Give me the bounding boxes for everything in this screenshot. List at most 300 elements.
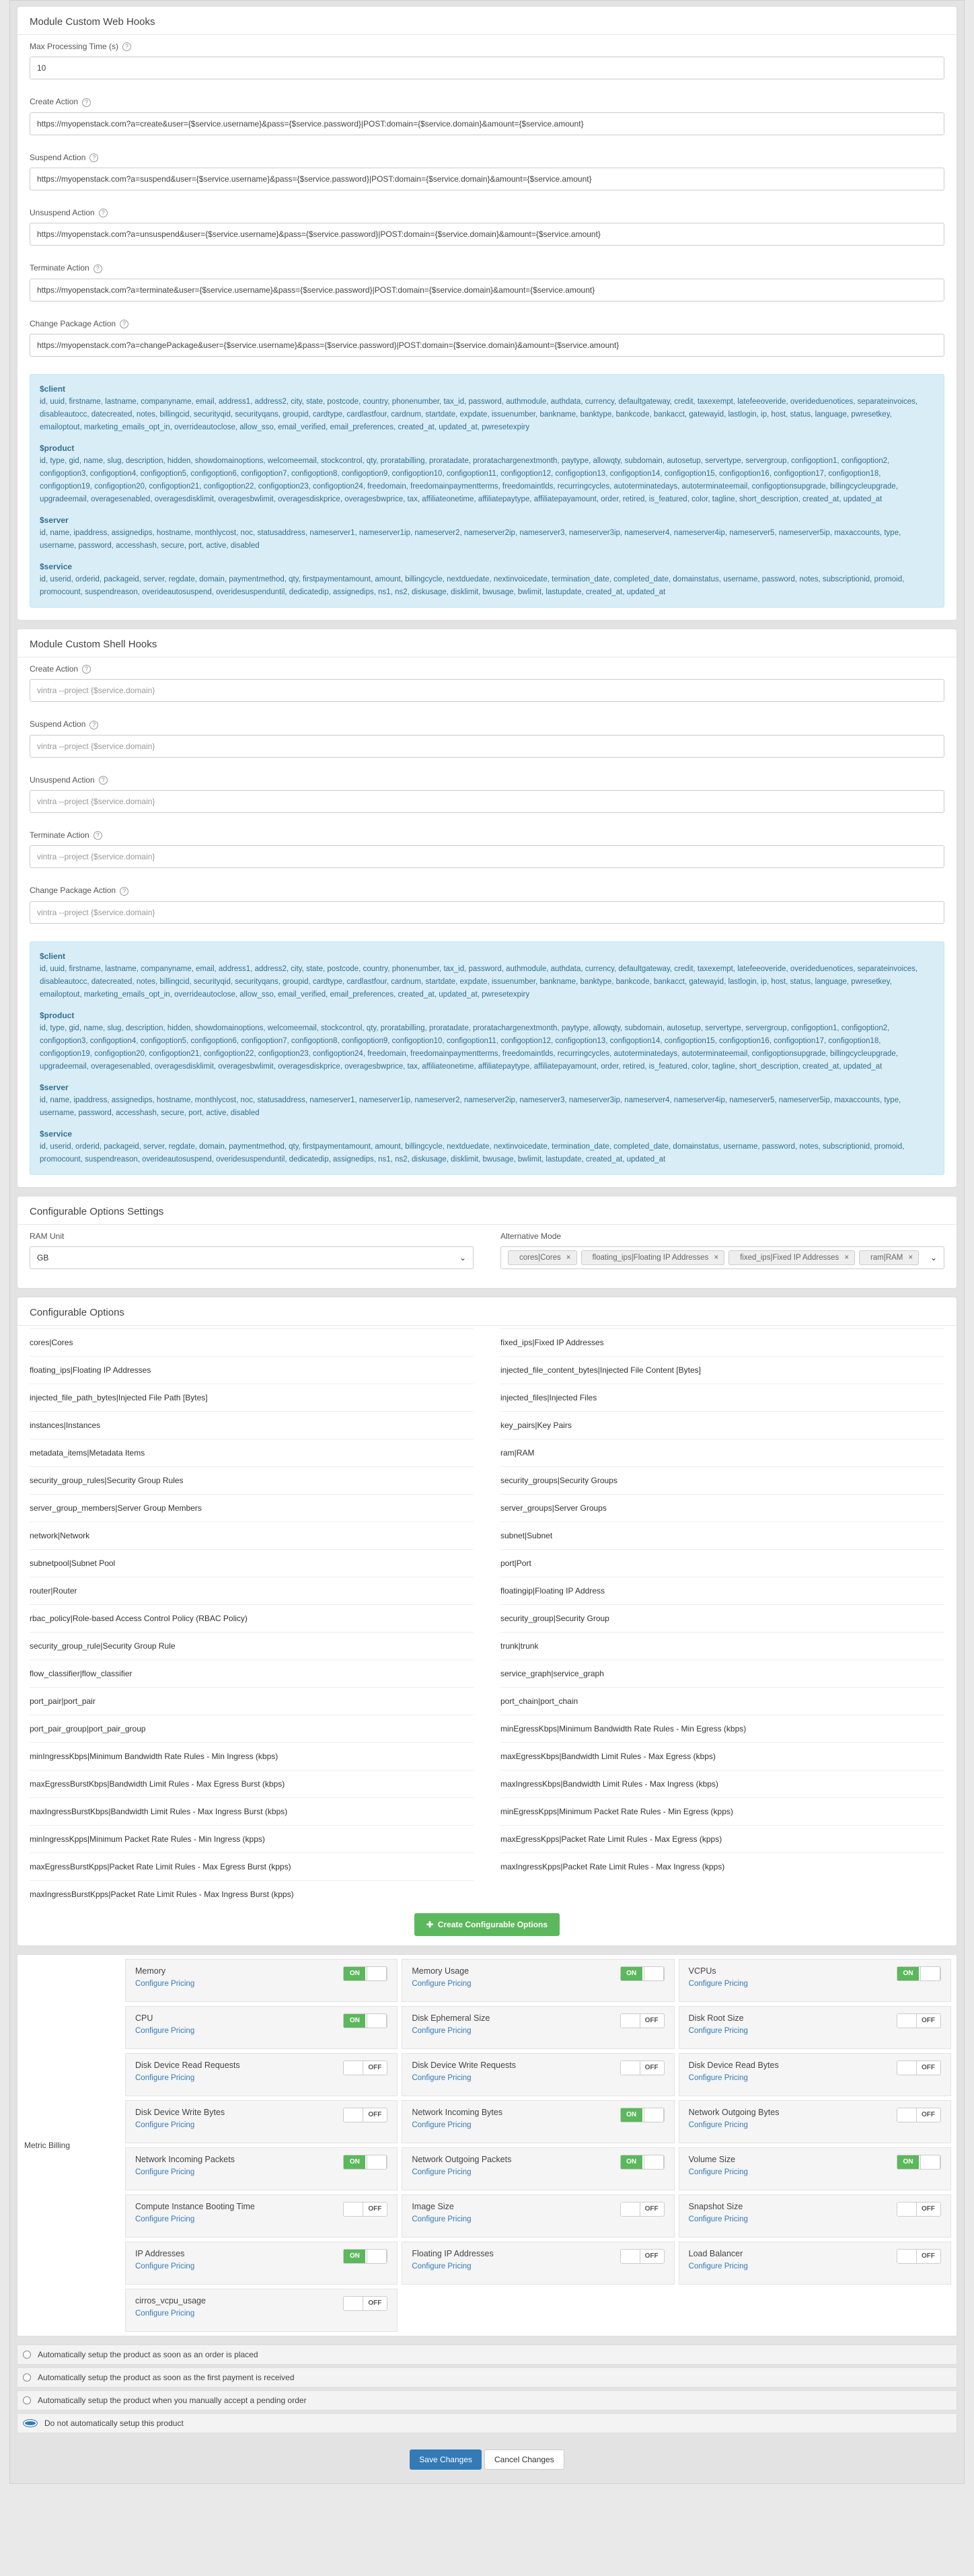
text-input[interactable]: https://myopenstack.com?a=unsuspend&user={$service.username}&pass={$service.password}|POST:domain={$service.domain}&amount={$service.amount} xyxy=(30,223,944,246)
configurable-option-item: port_pair_group|port_pair_group xyxy=(30,1715,474,1742)
toggle-off-label: OFF xyxy=(644,2252,659,2260)
form-group xyxy=(30,263,944,301)
field-label xyxy=(30,42,944,51)
metric-toggle[interactable] xyxy=(897,2013,941,2028)
help-icon: ? xyxy=(89,153,98,162)
chip-label: ram|RAM xyxy=(870,1253,903,1262)
variable-block xyxy=(40,1009,934,1073)
help-icon: ? xyxy=(122,42,131,51)
field-label-text: Create Action xyxy=(30,664,79,674)
configurable-option-item: fixed_ips|Fixed IP Addresses xyxy=(500,1328,944,1356)
toggle-knob xyxy=(897,2203,917,2216)
configure-pricing-link[interactable]: Configure Pricing xyxy=(688,2168,748,2176)
metric-card xyxy=(679,1959,951,2002)
field-label-text: Suspend Action xyxy=(30,719,86,729)
metric-toggle[interactable] xyxy=(343,2249,387,2264)
variable-block-text: id, uuid, firstname, lastname, companyname, email, address1, address2, city, state, postcode, country, phonenumber, tax_id, password, authmodule, authdata, currency, defaultgateway, credit, taxexempt, latefeeoveride, overideduenotices, separateinvoices, disableautocc, datecreated, notes, billingcid, securityqid, securityqans, groupid, cardtype, cardlastfour, cardnum, startdate, expdate, issuenumber, bankname, banktype, bankcode, bankacct, gatewayid, lastlogin, ip, host, status, language, pwresetkey, emailoptout, marketing_emails_opt_in, overrideautoclose, allow_sso, email_verified, email_preferences, created_at, updated_at, pwresetexpiry xyxy=(40,397,918,431)
metric-toggle[interactable] xyxy=(897,2202,941,2217)
configurable-option-item: port|Port xyxy=(500,1549,944,1577)
metric-card xyxy=(125,2242,398,2285)
metric-name: Network Incoming Bytes xyxy=(412,2107,503,2117)
variable-block-title: $server xyxy=(40,1082,69,1092)
variable-block-text: id, userid, orderid, packageid, server, regdate, domain, paymentmethod, qty, firstpaymentamount, amount, billingcycle, nextduedate, nextinvoicedate, termination_date, completed_date, domainstatus, username, password, notes, subscriptionid, promoid, promocount, suspendreason, overideautosuspend, overidesuspenduntil, dedicatedip, assignedips, ns1, ns2, diskusage, disklimit, bwusage, bwlimit, lastupdate, created_at, updated_at xyxy=(40,575,905,596)
metric-name: Network Outgoing Packets xyxy=(412,2154,512,2164)
configurable-option-item: minEgressKbps|Minimum Bandwidth Rate Rules - Min Egress (kbps) xyxy=(500,1715,944,1742)
configurable-options-settings-title: Configurable Options Settings xyxy=(17,1196,957,1225)
text-input[interactable]: vintra --project {$service.domain} xyxy=(30,845,944,868)
metric-toggle[interactable] xyxy=(343,1966,387,1981)
configure-pricing-link[interactable]: Configure Pricing xyxy=(412,2073,472,2082)
remove-chip-icon[interactable]: × xyxy=(566,1253,571,1262)
shell-hooks-title: Module Custom Shell Hooks xyxy=(17,629,957,657)
field-label xyxy=(30,263,944,273)
configurable-option-item: service_graph|service_graph xyxy=(500,1659,944,1687)
metric-toggle[interactable] xyxy=(620,2155,665,2170)
form-group xyxy=(30,775,944,813)
setup-option[interactable] xyxy=(17,2345,957,2365)
toggle-knob xyxy=(644,2108,664,2122)
remove-chip-icon[interactable]: × xyxy=(844,1253,850,1262)
remove-chip-icon[interactable]: × xyxy=(908,1253,913,1262)
text-input[interactable]: https://myopenstack.com?a=terminate&user={$service.username}&pass={$service.password}|POST:domain={$service.domain}&amount={$service.amount} xyxy=(30,279,944,301)
metric-toggle[interactable] xyxy=(620,2202,665,2217)
field-label-text: Suspend Action xyxy=(30,152,86,162)
metric-name: Load Balancer xyxy=(688,2248,743,2258)
configurable-option-item: security_group_rule|Security Group Rule xyxy=(30,1632,474,1659)
help-icon: ? xyxy=(120,887,128,896)
shell-hooks-panel xyxy=(17,629,957,1188)
configurable-option-item: injected_files|Injected Files xyxy=(500,1384,944,1411)
toggle-on-label: ON xyxy=(897,1967,919,1980)
metric-toggle[interactable] xyxy=(343,2108,387,2122)
configure-pricing-link[interactable]: Configure Pricing xyxy=(688,2073,748,2082)
configure-pricing-link[interactable]: Configure Pricing xyxy=(135,2073,195,2082)
toggle-knob xyxy=(343,2108,363,2122)
variable-block-text: id, type, gid, name, slug, description, hidden, showdomainoptions, welcomeemail, stockcontrol, qty, proratabilling, proratadate, proratachargenextmonth, paytype, allowqty, subdomain, autosetup, servertype, servergroup, configoption1, configoption2, configoption3, configoption4, configoption5, configoption6, configoption7, configoption8, configoption9, configoption10, configoption11, configoption12, configoption13, configoption14, configoption15, configoption16, configoption17, configoption18, configoption19, configoption20, configoption21, configoption22, configoption23, configoption24, freedomain, freedomainpaymentterms, freedomaintlds, recurringcycles, autoterminatedays, autoterminateemail, configoptionsupgrade, billingcycleupgrade, upgradeemail, overagesenabled, overagesdisklimit, overagesbwlimit, overagesdiskprice, overagesbwprice, tax, affiliateonetime, affiliatepaytype, affiliatepayamount, order, retired, is_featured, color, tagline, short_description, created_at, updated_at xyxy=(40,456,899,503)
toggle-knob xyxy=(897,2061,917,2075)
metric-name: Memory xyxy=(135,1966,166,1976)
metric-toggle[interactable] xyxy=(620,2108,665,2122)
configurable-option-item: maxEgressBurstKbps|Bandwidth Limit Rules - Max Egress Burst (kbps) xyxy=(30,1770,474,1797)
variable-block-title: $product xyxy=(40,1010,75,1020)
toggle-on-label: ON xyxy=(897,2155,919,2169)
metric-toggle[interactable] xyxy=(343,2013,387,2028)
metric-toggle[interactable] xyxy=(620,1966,665,1981)
help-icon: ? xyxy=(120,320,128,328)
metric-name: Disk Device Write Requests xyxy=(412,2060,517,2070)
help-icon: ? xyxy=(99,776,108,785)
metric-card xyxy=(125,1959,398,2002)
toggle-on-label: ON xyxy=(344,1967,365,1980)
configurable-option-item: minEgressKpps|Minimum Packet Rate Rules - Min Egress (kpps) xyxy=(500,1797,944,1825)
alternative-mode-select[interactable] xyxy=(500,1246,944,1269)
form-group xyxy=(30,830,944,868)
save-changes-button[interactable]: Save Changes xyxy=(410,2449,482,2470)
metric-toggle[interactable] xyxy=(343,2155,387,2170)
metric-name: CPU xyxy=(135,2013,153,2023)
variable-block-title: $client xyxy=(40,951,66,961)
toggle-knob xyxy=(343,2297,363,2310)
configurable-option-item: maxIngressKpps|Packet Rate Limit Rules - Max Ingress (kpps) xyxy=(500,1853,944,1880)
metric-name: IP Addresses xyxy=(135,2248,185,2258)
field-label-text: Terminate Action xyxy=(30,830,89,840)
variable-block-title: $service xyxy=(40,1129,73,1139)
configurable-option-item: rbac_policy|Role-based Access Control Policy (RBAC Policy) xyxy=(30,1604,474,1632)
form-actions xyxy=(17,2449,957,2470)
field-label xyxy=(30,664,944,674)
metric-card xyxy=(125,2053,398,2096)
variable-block-text: id, uuid, firstname, lastname, companyname, email, address1, address2, city, state, postcode, country, phonenumber, tax_id, password, authmodule, authdata, currency, defaultgateway, credit, taxexempt, latefeeoveride, overideduenotices, separateinvoices, disableautocc, datecreated, notes, billingcid, securityqid, securityqans, groupid, cardtype, cardlastfour, cardnum, startdate, expdate, issuenumber, bankname, banktype, bankcode, bankacct, gatewayid, lastlogin, ip, host, status, language, pwresetkey, emailoptout, marketing_emails_opt_in, overrideautoclose, allow_sso, email_verified, email_preferences, created_at, updated_at, pwresetexpiry xyxy=(40,964,918,999)
field-label-text: Unsuspend Action xyxy=(30,775,95,785)
toggle-knob xyxy=(920,2155,940,2169)
toggle-off-label: OFF xyxy=(644,2063,659,2071)
configurable-option-item: instances|Instances xyxy=(30,1411,474,1439)
variable-block-text: id, name, ipaddress, assignedips, hostname, monthlycost, noc, statusaddress, nameserver1, nameserver1ip, nameserver2, nameserver2ip, nameserver3, nameserver3ip, nameserver4, nameserver4ip, nameserver5, nameserver5ip, maxaccounts, type, username, password, accesshash, secure, port, active, disabled xyxy=(40,528,901,550)
variables-info-box xyxy=(30,941,944,1175)
metric-card xyxy=(679,2147,951,2190)
metric-toggle[interactable] xyxy=(897,2108,941,2122)
configurable-option-item: maxIngressBurstKbps|Bandwidth Limit Rules - Max Ingress Burst (kbps) xyxy=(30,1797,474,1825)
toggle-knob xyxy=(620,2250,640,2263)
create-configurable-options-button[interactable] xyxy=(414,1913,560,1936)
metric-toggle[interactable] xyxy=(620,2061,665,2075)
configure-pricing-link[interactable]: Configure Pricing xyxy=(135,2309,195,2318)
configurable-option-item: maxEgressKpps|Packet Rate Limit Rules - Max Egress (kpps) xyxy=(500,1825,944,1853)
text-input[interactable]: 10 xyxy=(30,57,944,79)
form-group xyxy=(30,664,944,702)
configurable-option-item: maxEgressKbps|Bandwidth Limit Rules - Max Egress (kbps) xyxy=(500,1742,944,1770)
toggle-knob xyxy=(343,2203,363,2216)
toggle-knob xyxy=(620,2061,640,2075)
metric-name: VCPUs xyxy=(688,1966,716,1976)
field-label-text: Create Action xyxy=(30,97,79,107)
configurable-option-item: metadata_items|Metadata Items xyxy=(30,1439,474,1466)
form-group xyxy=(30,886,944,923)
variable-block-title: $client xyxy=(40,384,66,394)
metric-billing-label: Metric Billing xyxy=(24,2140,71,2150)
metric-name: Volume Size xyxy=(688,2154,736,2164)
configurable-option-item: minIngressKpps|Minimum Packet Rate Rules - Min Ingress (kpps) xyxy=(30,1825,474,1853)
text-input[interactable]: https://myopenstack.com?a=suspend&user={$service.username}&pass={$service.password}|POST:domain={$service.domain}&amount={$service.amount} xyxy=(30,168,944,190)
chevron-down-icon: ⌄ xyxy=(459,1252,466,1262)
metric-card xyxy=(125,2289,398,2332)
toggle-off-label: OFF xyxy=(368,2110,382,2118)
toggle-knob xyxy=(367,1967,387,1980)
form-group xyxy=(30,719,944,757)
metric-toggle[interactable] xyxy=(343,2296,387,2311)
configure-pricing-link[interactable]: Configure Pricing xyxy=(135,2120,195,2129)
toggle-off-label: OFF xyxy=(922,2016,935,2024)
field-label xyxy=(30,208,944,217)
toggle-knob xyxy=(620,2203,640,2216)
variables-info-box xyxy=(30,374,944,608)
text-input[interactable]: vintra --project {$service.domain} xyxy=(30,901,944,924)
configurable-option-item: key_pairs|Key Pairs xyxy=(500,1411,944,1439)
ram-unit-value: GB xyxy=(37,1252,49,1262)
web-hooks-panel xyxy=(17,6,957,620)
metric-name: Memory Usage xyxy=(412,1966,470,1976)
variable-block xyxy=(40,561,934,599)
metric-card xyxy=(402,1959,674,2002)
help-icon: ? xyxy=(93,831,102,840)
metric-card xyxy=(125,2006,398,2049)
configurable-option-item: maxEgressBurstKpps|Packet Rate Limit Rules - Max Egress Burst (kpps) xyxy=(30,1853,474,1880)
configurable-option-item: port_pair|port_pair xyxy=(30,1687,474,1715)
toggle-knob xyxy=(897,2250,917,2263)
metric-card xyxy=(125,2194,398,2238)
toggle-off-label: OFF xyxy=(922,2063,935,2071)
cancel-changes-button[interactable]: Cancel Changes xyxy=(484,2449,564,2470)
radio-icon[interactable] xyxy=(23,2419,38,2427)
configurable-option-item: flow_classifier|flow_classifier xyxy=(30,1659,474,1687)
metric-toggle[interactable] xyxy=(343,2061,387,2075)
metric-card xyxy=(125,2147,398,2190)
form-group xyxy=(30,153,944,190)
metric-toggle[interactable] xyxy=(897,2249,941,2264)
configurable-option-item: injected_file_content_bytes|Injected File Content [Bytes] xyxy=(500,1356,944,1384)
text-input[interactable]: https://myopenstack.com?a=changePackage&user={$service.username}&pass={$service.password}|POST:domain={$service.domain}&amount={$service.amount} xyxy=(30,334,944,357)
toggle-off-label: OFF xyxy=(922,2205,935,2213)
metric-card xyxy=(679,2194,951,2238)
metric-card xyxy=(402,2242,674,2285)
remove-chip-icon[interactable]: × xyxy=(714,1253,719,1262)
configure-pricing-link[interactable]: Configure Pricing xyxy=(688,2026,748,2035)
configurable-option-item: port_chain|port_chain xyxy=(500,1687,944,1715)
metric-card xyxy=(402,2053,674,2096)
variable-block-text: id, type, gid, name, slug, description, hidden, showdomainoptions, welcomeemail, stockcontrol, qty, proratabilling, proratadate, proratachargenextmonth, paytype, allowqty, subdomain, autosetup, servertype, servergroup, configoption1, configoption2, configoption3, configoption4, configoption5, configoption6, configoption7, configoption8, configoption9, configoption10, configoption11, configoption12, configoption13, configoption14, configoption15, configoption16, configoption17, configoption18, configoption19, configoption20, configoption21, configoption22, configoption23, configoption24, freedomain, freedomainpaymentterms, freedomaintlds, recurringcycles, autoterminatedays, autoterminateemail, configoptionsupgrade, billingcycleupgrade, upgradeemail, overagesenabled, overagesdisklimit, overagesbwlimit, overagesdiskprice, overagesbwprice, tax, affiliateonetime, affiliatepaytype, affiliatepayamount, order, retired, is_featured, color, tagline, short_description, created_at, updated_at xyxy=(40,1024,899,1071)
configure-pricing-link[interactable]: Configure Pricing xyxy=(412,2026,472,2035)
metric-card xyxy=(125,2100,398,2143)
help-icon: ? xyxy=(82,98,91,107)
configure-pricing-link[interactable]: Configure Pricing xyxy=(135,1979,195,1988)
create-configurable-options-label: Create Configurable Options xyxy=(437,1919,548,1929)
toggle-on-label: ON xyxy=(344,2250,365,2263)
text-input[interactable]: vintra --project {$service.domain} xyxy=(30,679,944,702)
toggle-knob xyxy=(644,2155,664,2169)
text-input[interactable]: vintra --project {$service.domain} xyxy=(30,790,944,813)
configurable-option-item: server_group_members|Server Group Members xyxy=(30,1494,474,1522)
configurable-option-item: injected_file_path_bytes|Injected File Path [Bytes] xyxy=(30,1384,474,1411)
field-label xyxy=(30,97,944,106)
metric-toggle[interactable] xyxy=(343,2202,387,2217)
variable-block-text: id, name, ipaddress, assignedips, hostname, monthlycost, noc, statusaddress, nameserver1, nameserver1ip, nameserver2, nameserver2ip, nameserver3, nameserver3ip, nameserver4, nameserver4ip, nameserver5, nameserver5ip, maxaccounts, type, username, password, accesshash, secure, port, active, disabled xyxy=(40,1096,901,1117)
configure-pricing-link[interactable]: Configure Pricing xyxy=(135,2215,195,2223)
form-group xyxy=(30,319,944,357)
help-icon: ? xyxy=(89,721,98,729)
toggle-knob xyxy=(367,2155,387,2169)
variable-block-text: id, userid, orderid, packageid, server, regdate, domain, paymentmethod, qty, firstpaymentamount, amount, billingcycle, nextduedate, nextinvoicedate, termination_date, completed_date, domainstatus, username, password, notes, subscriptionid, promoid, promocount, suspendreason, overideautosuspend, overidesuspenduntil, dedicatedip, assignedips, ns1, ns2, diskusage, disklimit, bwusage, bwlimit, lastupdate, created_at, updated_at xyxy=(40,1142,905,1164)
toggle-knob xyxy=(343,2061,363,2075)
metric-toggle[interactable] xyxy=(620,2249,665,2264)
setup-option[interactable] xyxy=(17,2390,957,2410)
chip-label: fixed_ips|Fixed IP Addresses xyxy=(740,1253,839,1262)
configure-pricing-link[interactable]: Configure Pricing xyxy=(412,2262,472,2270)
alternative-mode-chips xyxy=(508,1250,919,1265)
metric-name: Disk Root Size xyxy=(688,2013,744,2023)
configure-pricing-link[interactable]: Configure Pricing xyxy=(412,2120,472,2129)
configurable-option-item: ram|RAM xyxy=(500,1439,944,1466)
configurable-option-item: router|Router xyxy=(30,1577,474,1604)
ram-unit-select[interactable] xyxy=(30,1246,474,1269)
radio-icon[interactable] xyxy=(23,2351,31,2359)
metric-name: Floating IP Addresses xyxy=(412,2248,494,2258)
setup-options xyxy=(17,2345,957,2433)
configure-pricing-link[interactable]: Configure Pricing xyxy=(135,2262,195,2270)
field-label xyxy=(30,775,944,785)
toggle-knob xyxy=(920,1967,940,1980)
metric-toggle[interactable] xyxy=(897,2061,941,2075)
form-group xyxy=(30,42,944,79)
metric-toggle[interactable] xyxy=(897,2155,941,2170)
metric-name: Network Outgoing Bytes xyxy=(688,2107,780,2117)
alternative-mode-label: Alternative Mode xyxy=(500,1231,562,1241)
metric-billing-section xyxy=(17,1954,957,2336)
configure-pricing-link[interactable]: Configure Pricing xyxy=(135,2026,195,2035)
toggle-on-label: ON xyxy=(344,2014,365,2028)
alternative-mode-chip[interactable] xyxy=(859,1250,919,1265)
configure-pricing-link[interactable]: Configure Pricing xyxy=(688,2262,748,2270)
field-label-text: Change Package Action xyxy=(30,318,116,328)
metric-name: Disk Device Read Bytes xyxy=(688,2060,779,2070)
variable-block xyxy=(40,950,934,1001)
metric-card xyxy=(679,2053,951,2096)
variable-block xyxy=(40,383,934,434)
metric-name: Image Size xyxy=(412,2201,454,2211)
configure-pricing-link[interactable]: Configure Pricing xyxy=(688,1979,748,1988)
configurable-option-item: maxIngressBurstKpps|Packet Rate Limit Rules - Max Ingress Burst (kpps) xyxy=(30,1880,474,1908)
toggle-off-label: OFF xyxy=(922,2110,935,2118)
ram-unit-label: RAM Unit xyxy=(30,1231,65,1241)
variable-block xyxy=(40,442,934,506)
toggle-knob xyxy=(897,2108,917,2122)
toggle-off-label: OFF xyxy=(368,2299,382,2307)
configurable-options-list xyxy=(30,1328,944,1908)
metric-card xyxy=(679,2006,951,2049)
toggle-on-label: ON xyxy=(621,2155,642,2169)
metric-card xyxy=(679,2100,951,2143)
text-input[interactable]: vintra --project {$service.domain} xyxy=(30,735,944,758)
metric-billing-grid xyxy=(125,1955,957,2336)
chevron-down-icon: ⌄ xyxy=(930,1252,937,1262)
radio-icon[interactable] xyxy=(23,2373,31,2382)
help-icon: ? xyxy=(93,264,102,273)
toggle-on-label: ON xyxy=(621,1967,642,1980)
configurable-option-item: subnet|Subnet xyxy=(500,1522,944,1549)
metric-toggle[interactable] xyxy=(897,1966,941,1981)
setup-option-label: Do not automatically setup this product xyxy=(44,2418,184,2428)
toggle-off-label: OFF xyxy=(368,2205,382,2213)
metric-card xyxy=(402,2006,674,2049)
chip-label: floating_ips|Floating IP Addresses xyxy=(592,1253,709,1262)
alternative-mode-chip[interactable] xyxy=(581,1250,725,1265)
setup-option[interactable] xyxy=(17,2413,957,2433)
configurable-option-item: maxIngressKbps|Bandwidth Limit Rules - Max Ingress (kbps) xyxy=(500,1770,944,1797)
field-label-text: Max Processing Time (s) xyxy=(30,42,119,51)
variable-block-title: $server xyxy=(40,515,69,525)
configure-pricing-link[interactable]: Configure Pricing xyxy=(135,2168,195,2176)
metric-name: Network Incoming Packets xyxy=(135,2154,235,2164)
configure-pricing-link[interactable]: Configure Pricing xyxy=(688,2120,748,2129)
field-label xyxy=(30,319,944,328)
metric-card xyxy=(402,2147,674,2190)
metric-toggle[interactable] xyxy=(620,2013,665,2028)
configurable-options-panel xyxy=(17,1297,957,1946)
toggle-off-label: OFF xyxy=(644,2016,659,2024)
configurable-option-item: security_group_rules|Security Group Rules xyxy=(30,1466,474,1494)
variable-block-title: $service xyxy=(40,561,73,571)
configurable-options-title: Configurable Options xyxy=(17,1297,957,1326)
setup-option-label: Automatically setup the product as soon as the first payment is received xyxy=(38,2372,295,2382)
metric-card xyxy=(402,2194,674,2238)
chip-label: cores|Cores xyxy=(519,1253,561,1262)
setup-option[interactable] xyxy=(17,2367,957,2388)
setup-option-label: Automatically setup the product as soon as an order is placed xyxy=(38,2349,258,2359)
web-hooks-body xyxy=(17,35,957,620)
configurable-option-item: network|Network xyxy=(30,1522,474,1549)
metric-name: Disk Ephemeral Size xyxy=(412,2013,490,2023)
setup-option-label: Automatically setup the product when you manually accept a pending order xyxy=(38,2395,307,2405)
metric-card xyxy=(679,2242,951,2285)
field-label-text: Change Package Action xyxy=(30,886,116,896)
toggle-off-label: OFF xyxy=(368,2063,382,2071)
configure-pricing-link[interactable]: Configure Pricing xyxy=(412,1979,472,1988)
toggle-knob xyxy=(620,2014,640,2028)
field-label xyxy=(30,830,944,840)
help-icon: ? xyxy=(99,209,108,217)
configure-pricing-link[interactable]: Configure Pricing xyxy=(688,2215,748,2223)
help-icon: ? xyxy=(82,665,91,674)
toggle-knob xyxy=(897,2014,917,2028)
configurable-option-item: floatingip|Floating IP Address xyxy=(500,1577,944,1604)
shell-hooks-body xyxy=(17,657,957,1187)
alternative-mode-chip[interactable] xyxy=(508,1250,577,1265)
metric-name: Compute Instance Booting Time xyxy=(135,2201,255,2211)
text-input[interactable]: https://myopenstack.com?a=create&user={$service.username}&pass={$service.password}|POST:domain={$service.domain}&amount={$service.amount} xyxy=(30,112,944,135)
alternative-mode-chip[interactable] xyxy=(728,1250,855,1265)
metric-name: Disk Device Write Bytes xyxy=(135,2107,225,2117)
variable-block xyxy=(40,1128,934,1166)
radio-icon[interactable] xyxy=(23,2396,31,2404)
configurable-option-item: cores|Cores xyxy=(30,1328,474,1356)
plus-icon: ✚ xyxy=(426,1919,438,1929)
field-label xyxy=(30,719,944,729)
field-label xyxy=(30,153,944,162)
page xyxy=(9,0,965,2484)
configure-pricing-link[interactable]: Configure Pricing xyxy=(412,2215,472,2223)
variable-block xyxy=(40,1081,934,1120)
toggle-on-label: ON xyxy=(621,2108,642,2122)
toggle-off-label: OFF xyxy=(922,2252,935,2260)
form-group xyxy=(30,97,944,135)
field-label-text: Unsuspend Action xyxy=(30,207,95,217)
metric-card xyxy=(402,2100,674,2143)
configurable-option-item: subnetpool|Subnet Pool xyxy=(30,1549,474,1577)
metric-name: Disk Device Read Requests xyxy=(135,2060,240,2070)
configurable-option-item: server_groups|Server Groups xyxy=(500,1494,944,1522)
configurable-option-item: security_group|Security Group xyxy=(500,1604,944,1632)
variable-block xyxy=(40,514,934,552)
field-label-text: Terminate Action xyxy=(30,263,89,273)
configure-pricing-link[interactable]: Configure Pricing xyxy=(412,2168,472,2176)
configurable-option-item: floating_ips|Floating IP Addresses xyxy=(30,1356,474,1384)
form-group xyxy=(30,208,944,246)
metric-name: cirros_vcpu_usage xyxy=(135,2295,206,2305)
metric-name: Snapshot Size xyxy=(688,2201,743,2211)
toggle-off-label: OFF xyxy=(644,2205,659,2213)
toggle-knob xyxy=(644,1967,664,1980)
configurable-option-item: trunk|trunk xyxy=(500,1632,944,1659)
configurable-option-item: security_groups|Security Groups xyxy=(500,1466,944,1494)
